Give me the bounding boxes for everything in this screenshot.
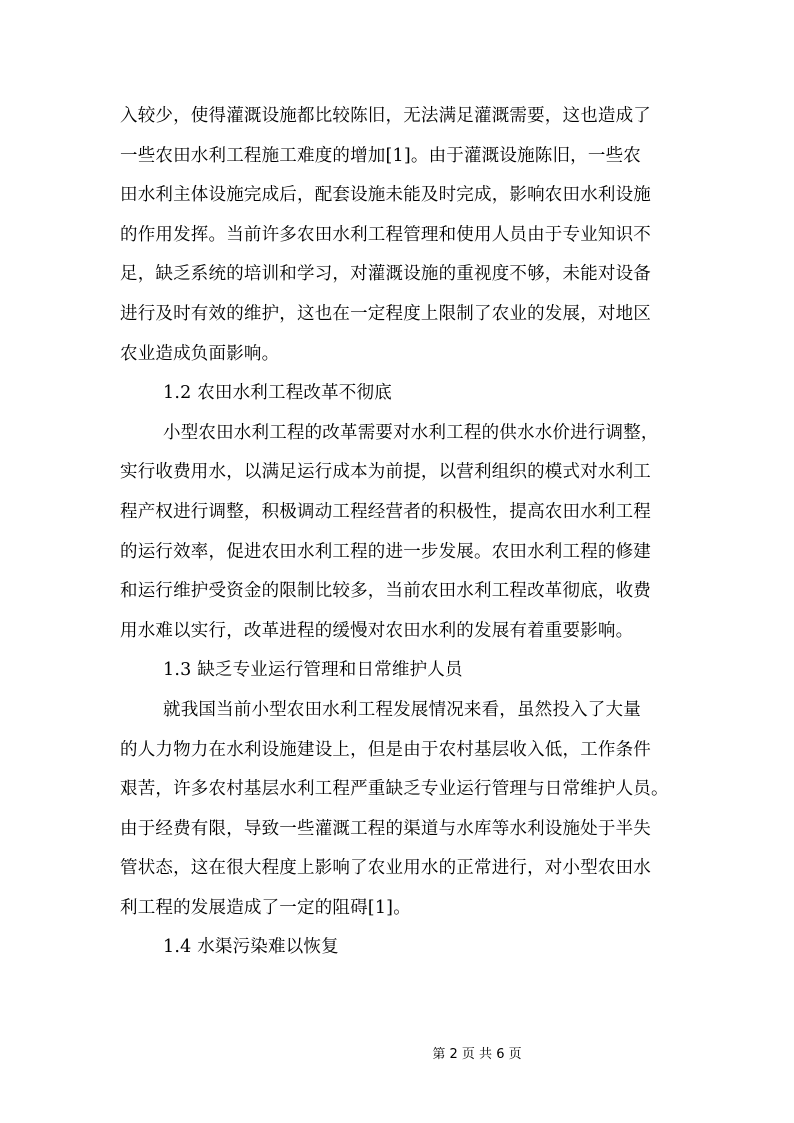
- paragraph-line: 管状态，这在很大程度上影响了农业用水的正常进行，对小型农田水: [120, 858, 651, 879]
- section-heading-1-4: 1.4 水渠污染难以恢复: [163, 937, 339, 958]
- paragraph-line: 用水难以实行，改革进程的缓慢对农田水利的发展有着重要影响。: [120, 620, 634, 641]
- paragraph-line: 和运行维护受资金的限制比较多，当前农田水利工程改革彻底，收费: [120, 581, 651, 602]
- paragraph-line: 利工程的发展造成了一定的阻碍[1]。: [120, 897, 411, 918]
- paragraph-line: 实行收费用水，以满足运行成本为前提，以营利组织的模式对水利工: [120, 462, 651, 483]
- document-body: [120, 97, 680, 968]
- paragraph-line: 的作用发挥。当前许多农田水利工程管理和使用人员由于专业知识不: [120, 224, 651, 245]
- paragraph-line: 的人力物力在水利设施建设上，但是由于农村基层收入低，工作条件: [120, 739, 651, 760]
- paragraph-line: 的运行效率，促进农田水利工程的进一步发展。农田水利工程的修建: [120, 541, 651, 562]
- paragraph-line: 入较少，使得灌溉设施都比较陈旧，无法满足灌溉需要，这也造成了: [120, 106, 651, 126]
- paragraph-line: 小型农田水利工程的改革需要对水利工程的供水水价进行调整，: [163, 422, 659, 443]
- section-heading-1-2: 1.2 农田水利工程改革不彻底: [163, 383, 392, 404]
- paragraph-line: 艰苦，许多农村基层水利工程严重缺乏专业运行管理与日常维护人员。: [120, 779, 669, 800]
- paragraph-line: 就我国当前小型农田水利工程发展情况来看，虽然投入了大量: [163, 699, 641, 720]
- page-number-footer: 第 2 页 共 6 页: [432, 1047, 522, 1062]
- section-heading-1-3: 1.3 缺乏专业运行管理和日常维护人员: [163, 660, 463, 681]
- paragraph-line: 田水利主体设施完成后，配套设施未能及时完成，影响农田水利设施: [120, 185, 651, 206]
- paragraph-line: 农业造成负面影响。: [120, 343, 280, 364]
- paragraph-line: 一些农田水利工程施工难度的增加[1]。由于灌溉设施陈旧，一些农: [120, 145, 641, 166]
- paragraph-line: 程产权进行调整，积极调动工程经营者的积极性，提高农田水利工程: [120, 501, 651, 522]
- paragraph-line: 足，缺乏系统的培训和学习，对灌溉设施的重视度不够，未能对设备: [120, 264, 651, 285]
- paragraph-line: 进行及时有效的维护，这也在一定程度上限制了农业的发展，对地区: [120, 303, 651, 324]
- paragraph-line: 由于经费有限，导致一些灌溉工程的渠道与水库等水利设施处于半失: [120, 818, 651, 839]
